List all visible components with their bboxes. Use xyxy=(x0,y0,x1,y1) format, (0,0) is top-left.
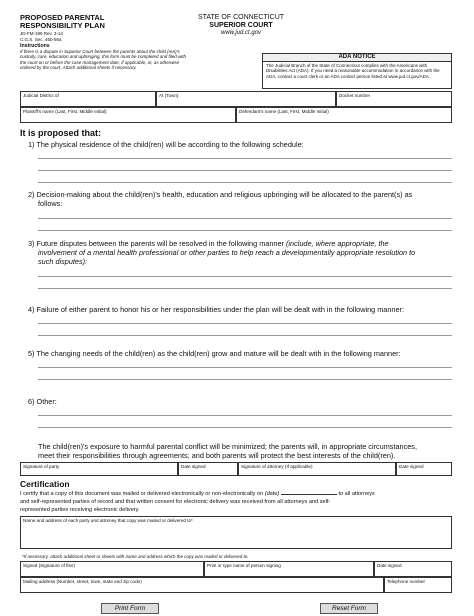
mailing-address-field[interactable] xyxy=(20,577,384,593)
item-3-line3: such disputes): xyxy=(38,257,88,266)
attorney-signature-field[interactable] xyxy=(238,462,396,476)
item-2-line2: follows: xyxy=(38,199,63,208)
party-signature-label: Signature of party xyxy=(23,464,60,469)
party-date-field[interactable] xyxy=(178,462,238,476)
town-label: At (Town) xyxy=(159,93,179,98)
certification-heading: Certification xyxy=(20,479,70,489)
party-signature-field[interactable] xyxy=(20,462,178,476)
ada-text: The Judicial Branch of the State of Connecticut complies with the Americans with Disabilities Act (ADA). If you need a reasonable accommodation in accordance with the ADA, contact a court clerk or an ADA contact person listed at www.jud.ct.gov/ADA. xyxy=(266,63,440,79)
plaintiff-name-label: Plaintiff's name (Last, First, Middle Initial) xyxy=(23,109,107,114)
answer-line xyxy=(38,367,452,368)
form-title-line1: PROPOSED PARENTAL xyxy=(20,13,105,22)
filer-signature-field[interactable] xyxy=(20,561,204,577)
answer-line xyxy=(38,335,452,336)
filer-signature-label: Signed (Signature of filer) xyxy=(23,563,76,568)
mailing-address-label: Mailing address (Number, street, town, state and zip code) xyxy=(23,579,142,584)
print-name-field[interactable] xyxy=(204,561,374,577)
answer-line xyxy=(38,379,452,380)
certification-text-line1 xyxy=(20,491,375,497)
answer-line xyxy=(38,415,452,416)
attorney-date-field[interactable] xyxy=(396,462,452,476)
ada-title: ADA NOTICE xyxy=(263,54,451,62)
item-1: 1) The physical residence of the child(ren) will be according to the following schedule: xyxy=(28,140,304,149)
party-date-label: Date signed xyxy=(181,464,206,469)
item-5: 5) The changing needs of the child(ren) as the child(ren) grow and mature will be dealt with in the following manner: xyxy=(28,349,401,358)
form-number: JD-FM-199 Rev. 3-14 xyxy=(20,31,63,36)
answer-line xyxy=(38,218,452,219)
footnote: *If necessary, attach additional sheet or sheets with name and address which the copy was mailed or delivered to. xyxy=(22,554,249,559)
answer-line xyxy=(38,288,452,289)
certification-date-label: (date) xyxy=(264,491,280,497)
answer-line xyxy=(38,182,452,183)
date-signed-label: Date signed xyxy=(377,563,402,568)
form-title-line2: RESPONSIBILITY PLAN xyxy=(20,21,105,30)
website: www.jud.ct.gov xyxy=(220,30,262,36)
instructions-title: Instructions xyxy=(20,43,50,49)
defendant-name-field[interactable] xyxy=(236,107,452,123)
attorney-signature-label: Signature of attorney (If applicable) xyxy=(241,464,313,469)
answer-line xyxy=(38,276,452,277)
certification-date-input[interactable] xyxy=(281,494,337,495)
item-3-italic: (include, where appropriate, the xyxy=(285,239,389,248)
attorney-date-label: Date signed xyxy=(399,464,424,469)
instructions-text: If there is a dispute in Superior Court between the parents about the child (ren)'s custody, care, education and upbringing, this form must be completed and filed with the court on or before the case management date, if applicable, or, as otherwise ordered by the court. Attach additional sheets if necessary. xyxy=(20,49,187,71)
town-field[interactable] xyxy=(156,91,336,107)
answer-line xyxy=(38,158,452,159)
docket-number-label: Docket number xyxy=(339,93,371,98)
item-3-text: 3) Future disputes between the parents will be resolved in the following manner xyxy=(28,239,284,248)
date-signed-field[interactable] xyxy=(374,561,452,577)
item-2-line1: 2) Decision-making about the child(ren)'s health, education and religious upbringing will be allocated to the parent(s) as xyxy=(28,190,413,199)
proposal-heading: It is proposed that: xyxy=(20,128,101,138)
item-6: 6) Other: xyxy=(28,397,57,406)
answer-line xyxy=(38,230,452,231)
closing-line2: meet their responsibilities through agreements; and both parents will protect the best interests of the child(ren). xyxy=(38,451,396,460)
print-name-label: Print or type name of person signing xyxy=(207,563,281,568)
plaintiff-name-field[interactable] xyxy=(20,107,236,123)
recipients-label: Name and address of each party and attorney that copy was mailed or delivered to* xyxy=(23,518,193,523)
closing-line1: The child(ren)'s exposure to harmful parental conflict will be minimized; the parents will, in appropriate circumstances, xyxy=(38,442,417,451)
judicial-district-field[interactable] xyxy=(20,91,156,107)
item-4: 4) Failure of either parent to honor his or her responsibilities under the plan will be dealt with in the following manner: xyxy=(28,305,404,314)
answer-line xyxy=(38,427,452,428)
telephone-field[interactable] xyxy=(384,577,452,593)
telephone-label: Telephone number xyxy=(387,579,426,584)
state-name: STATE OF CONNECTICUT xyxy=(197,14,285,21)
certification-text-line2: and self-represented parties of record and that written consent for electronic delivery was received from all attorneys and self- xyxy=(20,499,331,505)
defendant-name-label: Defendant's name (Last, First, Middle Initial) xyxy=(239,109,329,114)
docket-number-field[interactable] xyxy=(336,91,452,107)
print-form-button[interactable]: Print Form xyxy=(101,603,159,614)
ada-notice-box xyxy=(262,53,452,89)
answer-line xyxy=(38,170,452,171)
court-name: SUPERIOR COURT xyxy=(209,22,273,29)
judicial-district-label: Judicial District of xyxy=(23,93,59,98)
reset-form-button[interactable]: Reset Form xyxy=(320,603,378,614)
certification-text-line3: represented parties receiving electronic delivery. xyxy=(20,507,140,513)
answer-line xyxy=(38,323,452,324)
certification-text-start: I certify that a copy of this document was mailed or delivered electronically or non-electronically on xyxy=(20,491,264,497)
certification-text-end: to all attorneys xyxy=(338,491,375,497)
statute: C.G.S. Sec. 46b-56a xyxy=(20,37,62,42)
recipients-field[interactable] xyxy=(20,516,452,549)
item-3-line2: involvement of a mental health professional or other parties to help reach a developmentally appropriate resolution to xyxy=(38,248,416,257)
